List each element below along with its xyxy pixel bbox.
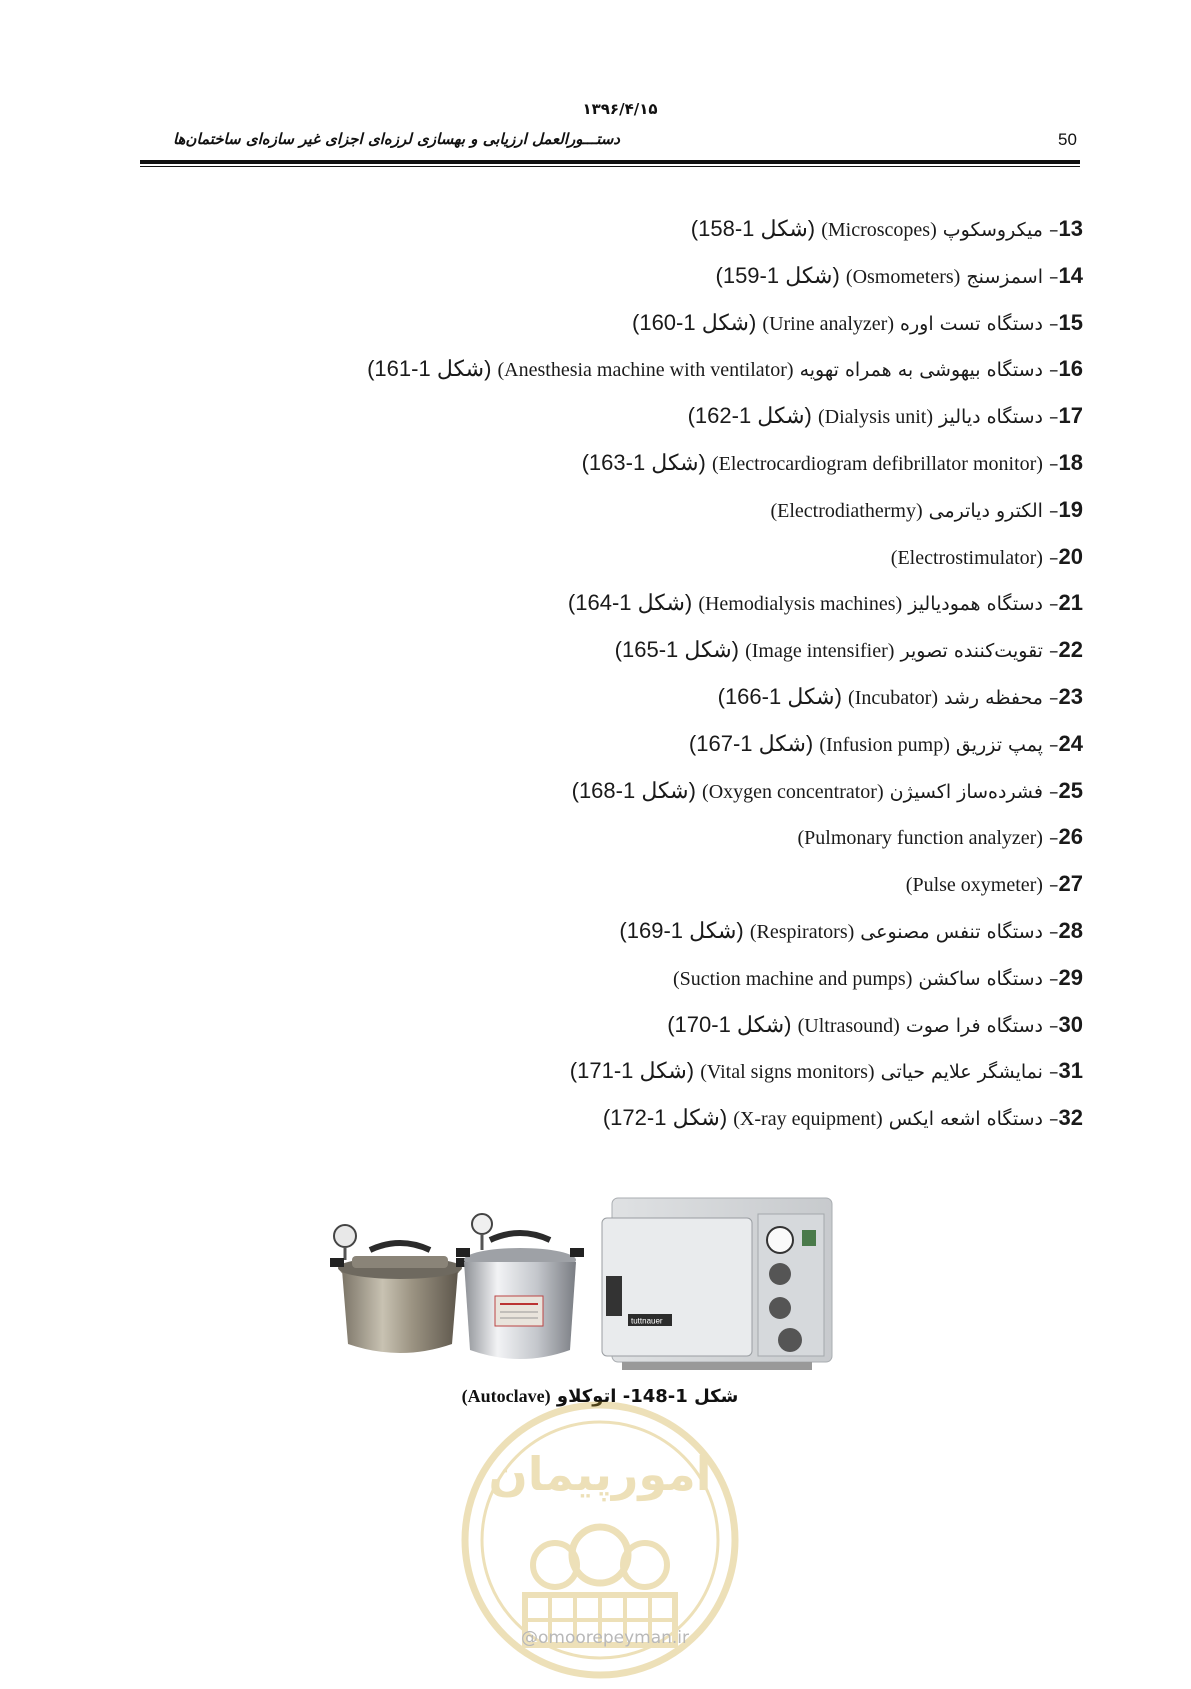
item-english-name: (Osmometers) [845, 265, 961, 288]
item-figure-ref: (شکل 1-172) [602, 1105, 734, 1131]
item-figure-ref: (شکل 1-163) [581, 449, 712, 475]
item-dash: – [1042, 359, 1059, 382]
item-number: 24 [1058, 730, 1083, 756]
list-item [263, 213, 1083, 260]
caption-persian: شکل 1-148- اتوکلاو [550, 1386, 739, 1407]
item-dash: – [1042, 1108, 1059, 1131]
item-figure-ref: (شکل 1-159) [715, 262, 846, 288]
item-persian-name: محفظه رشد [937, 686, 1043, 709]
item-figure-ref: (شکل 1-169) [619, 917, 750, 943]
item-persian-name: فشرده‌ساز اکسیژن [883, 780, 1043, 803]
autoclave-illustration [330, 1178, 920, 1378]
item-number: 14 [1058, 262, 1083, 288]
item-english-name: (Electrodiathermy) [770, 499, 923, 522]
item-number: 16 [1058, 356, 1083, 382]
item-dash: – [1042, 593, 1059, 616]
item-number: 17 [1058, 403, 1083, 429]
item-persian-name: دستگاه همودیالیز [902, 593, 1043, 616]
item-number: 21 [1058, 590, 1083, 616]
item-dash: – [1042, 827, 1059, 850]
item-english-name: (Microscopes) [821, 219, 937, 241]
list-item [263, 1102, 1083, 1149]
item-number: 28 [1058, 917, 1083, 943]
item-persian-name: دستگاه دیالیز [932, 406, 1043, 429]
item-dash: – [1042, 219, 1059, 241]
item-english-name: (Oxygen concentrator) [702, 780, 884, 803]
item-dash: – [1042, 406, 1059, 429]
item-number: 19 [1058, 496, 1083, 522]
item-english-name: (Pulmonary function analyzer) [797, 827, 1043, 850]
item-persian-name: دستگاه تنفس مصنوعی [854, 920, 1043, 943]
item-persian-name: الکترو دیاترمی [922, 499, 1043, 522]
item-number: 23 [1058, 683, 1083, 709]
item-english-name: (Urine analyzer) [762, 312, 895, 335]
item-persian-name: نمایشگر علایم حیاتی [874, 1061, 1043, 1084]
autoclave-figure [330, 1178, 920, 1378]
brand-label: tuttnauer [631, 1316, 663, 1326]
list-item [263, 1055, 1083, 1102]
item-number: 22 [1058, 637, 1083, 663]
item-dash: – [1042, 1061, 1059, 1084]
item-number: 32 [1058, 1105, 1083, 1131]
item-dash: – [1042, 967, 1059, 990]
item-figure-ref: (شکل 1-164) [567, 590, 699, 616]
list-item [263, 868, 1083, 915]
item-english-name: (Respirators) [749, 920, 855, 943]
list-item [263, 1009, 1083, 1056]
item-english-name: (Infusion pump) [819, 733, 950, 756]
item-figure-ref: (شکل 1-171) [569, 1058, 701, 1084]
header-date: ۱۳۹۶/۴/۱۵ [582, 100, 658, 118]
list-item [263, 821, 1083, 868]
item-persian-name: دستگاه بیهوشی به همراه تهویه [793, 359, 1043, 382]
item-number: 31 [1058, 1058, 1083, 1084]
item-number: 13 [1058, 216, 1083, 241]
item-english-name: (Ultrasound) [797, 1014, 900, 1037]
item-figure-ref: (شکل 1-161) [367, 356, 498, 382]
item-dash: – [1042, 499, 1059, 522]
item-number: 27 [1058, 871, 1083, 897]
item-dash: – [1042, 312, 1059, 335]
item-number: 29 [1058, 964, 1083, 990]
item-dash: – [1042, 780, 1059, 803]
list-item [263, 353, 1083, 400]
header-rule-thick [140, 160, 1080, 164]
item-figure-ref: (شکل 1-168) [571, 777, 703, 803]
list-item [263, 634, 1083, 681]
item-dash: – [1042, 452, 1059, 475]
list-item [263, 447, 1083, 494]
item-dash: – [1042, 920, 1059, 943]
item-dash: – [1042, 874, 1059, 897]
caption-english: (Autoclave) [461, 1386, 551, 1406]
item-persian-name: اسمزسنج [960, 265, 1043, 288]
list-item [263, 915, 1083, 962]
item-dash: – [1042, 686, 1059, 709]
item-english-name: (Electrostimulator) [890, 546, 1043, 569]
list-item [263, 400, 1083, 447]
item-persian-name: پمپ تزریق [949, 733, 1043, 756]
item-figure-ref: (شکل 1-160) [632, 309, 763, 335]
item-persian-name: دستگاه ساکشن [912, 967, 1043, 990]
item-figure-ref: (شکل 1-167) [688, 730, 820, 756]
item-figure-ref: (شکل 1-170) [667, 1011, 798, 1037]
list-item [263, 962, 1083, 1009]
item-persian-name: میکروسکوپ [936, 219, 1043, 241]
item-english-name: (Dialysis unit) [817, 406, 933, 429]
item-number: 18 [1058, 449, 1083, 475]
item-number: 15 [1058, 309, 1083, 335]
header-rule-thin [140, 166, 1080, 167]
item-english-name: (Image intensifier) [745, 640, 895, 663]
item-persian-name: دستگاه فرا صوت [899, 1014, 1043, 1037]
item-persian-name: دستگاه اشعه ایکس [882, 1108, 1043, 1131]
list-item [263, 494, 1083, 541]
item-dash: – [1042, 1014, 1059, 1037]
page-number: 50 [1058, 130, 1077, 149]
item-dash: – [1042, 546, 1059, 569]
item-english-name: (X-ray equipment) [733, 1108, 883, 1131]
item-figure-ref: (شکل 1-166) [717, 683, 849, 709]
list-item [263, 681, 1083, 728]
item-figure-ref: (شکل 1-165) [614, 637, 746, 663]
seal-text: امورپیمان [488, 1447, 712, 1501]
list-item [263, 587, 1083, 634]
item-english-name: (Vital signs monitors) [700, 1061, 875, 1084]
item-persian-name: دستگاه تست اوره [894, 312, 1043, 335]
list-item [263, 260, 1083, 307]
item-english-name: (Pulse oxymeter) [905, 874, 1043, 897]
item-english-name: (Electrocardiogram defibrillator monitor) [711, 452, 1043, 475]
item-number: 26 [1058, 824, 1083, 850]
item-number: 20 [1058, 543, 1083, 569]
equipment-list [263, 213, 1083, 1149]
item-number: 25 [1058, 777, 1083, 803]
item-english-name: (Suction machine and pumps) [672, 967, 913, 990]
item-dash: – [1042, 265, 1059, 288]
item-english-name: (Anesthesia machine with ventilator) [497, 359, 794, 382]
list-item [263, 728, 1083, 775]
item-dash: – [1042, 640, 1059, 663]
old-pressure-cooker [330, 1225, 470, 1353]
watermark-url: @omoorepeyman.ir [520, 1628, 690, 1648]
item-figure-ref: (شکل 1-162) [687, 403, 818, 429]
list-item [263, 775, 1083, 822]
item-english-name: (Hemodialysis machines) [698, 593, 903, 616]
list-item [263, 307, 1083, 354]
list-item [263, 541, 1083, 588]
item-number: 30 [1058, 1011, 1083, 1037]
item-english-name: (Incubator) [848, 686, 938, 709]
new-pressure-cooker [456, 1214, 584, 1359]
item-persian-name: تقویت‌کننده تصویر [894, 640, 1043, 663]
item-dash: – [1042, 733, 1059, 756]
item-figure-ref: (شکل 1-158) [690, 216, 822, 241]
header-title: دستـــورالعمل ارزیابی و بهسازی لرزه‌ای اجزای غیر سازه‌ای ساختمان‌ها [172, 130, 620, 148]
tabletop-autoclave [602, 1198, 832, 1370]
